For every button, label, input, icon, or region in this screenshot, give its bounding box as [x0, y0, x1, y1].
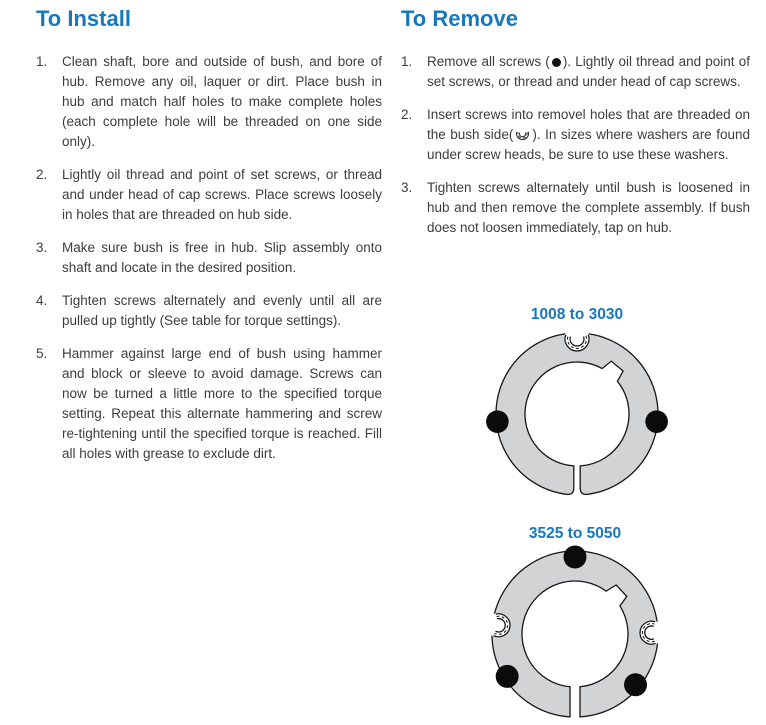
step-text-segment: Insert screws into removel holes that are threaded on the bush side(: [427, 107, 750, 142]
install-step: [36, 344, 382, 464]
screw-dot: [564, 546, 587, 569]
step-text-segment: Remove all screws (: [427, 54, 550, 69]
screw-dot: [486, 410, 509, 433]
step-number: 4.: [36, 293, 48, 308]
step-number: 3.: [401, 180, 413, 195]
remove-heading: To Remove: [401, 6, 518, 31]
step-text-segment: Tighten screws alternately and evenly until all are pulled up tightly (See table for torque settings).: [62, 293, 382, 328]
step-text-segment: ). Lightly oil thread and point of set screws, or thread and under head of cap screws.: [427, 54, 750, 89]
step-text: [427, 52, 750, 92]
install-step: [36, 238, 382, 278]
screw-dot: [645, 410, 668, 433]
step-text-segment: Clean shaft, bore and outside of bush, and bore of hub. Remove any oil, laquer or dirt. Place bush in hub and match half holes to make complete holes (each complete hole will be threaded on one side only).: [62, 54, 382, 149]
screw-dot: [496, 665, 519, 688]
remove-steps-list: [401, 52, 750, 238]
step-text: [427, 105, 750, 165]
step-number: 2.: [401, 107, 413, 122]
step-text: [62, 291, 382, 331]
thread-notch-icon: [514, 130, 531, 141]
bushing-ring-body: [496, 333, 658, 494]
install-step: [36, 52, 382, 152]
step-text-segment: Tighten screws alternately until bush is loosened in hub and then remove the complete assembly. If bush does not loosen immediately, tap on hub.: [427, 180, 750, 235]
install-section: [36, 6, 382, 477]
install-steps-list: [36, 52, 382, 464]
remove-step: [401, 52, 750, 92]
screw-dot-icon: [552, 58, 561, 67]
step-number: 5.: [36, 346, 48, 361]
step-number: 1.: [401, 54, 413, 69]
install-step: [36, 165, 382, 225]
step-text-segment: Lightly oil thread and point of set screws, or thread and under head of cap screws. Place screws loosely in holes that are threaded on hub side.: [62, 167, 382, 222]
step-number: 3.: [36, 240, 48, 255]
diagram-label: 1008 to 3030: [530, 306, 624, 323]
step-text-segment: ). In sizes where washers are found under screw heads, be sure to use these washers.: [427, 127, 750, 162]
step-text: [62, 238, 382, 278]
screw-dot: [624, 673, 647, 696]
step-text: [62, 52, 382, 152]
step-text: [427, 178, 750, 238]
install-step: [36, 291, 382, 331]
diagram-label: 3525 to 5050: [528, 525, 622, 542]
step-text: [62, 165, 382, 225]
step-text: [62, 344, 382, 464]
remove-section: [401, 6, 750, 251]
step-number: 1.: [36, 54, 48, 69]
install-heading: To Install: [36, 6, 131, 31]
bushing-ring-diagram: [477, 314, 677, 514]
step-text-segment: Make sure bush is free in hub. Slip assembly onto shaft and locate in the desired position.: [62, 240, 382, 275]
step-number: 2.: [36, 167, 48, 182]
remove-step: [401, 105, 750, 165]
step-text-segment: Hammer against large end of bush using hammer and block or sleeve to avoid damage. Screws can now be turned a little more to the specified torque setting. Repeat this alternate hammering and screw re-tightening until the specified torque is reached. Fill all holes with grease to exclude dirt.: [62, 346, 382, 461]
remove-step: [401, 178, 750, 238]
bushing-ring-diagram: [475, 534, 675, 725]
